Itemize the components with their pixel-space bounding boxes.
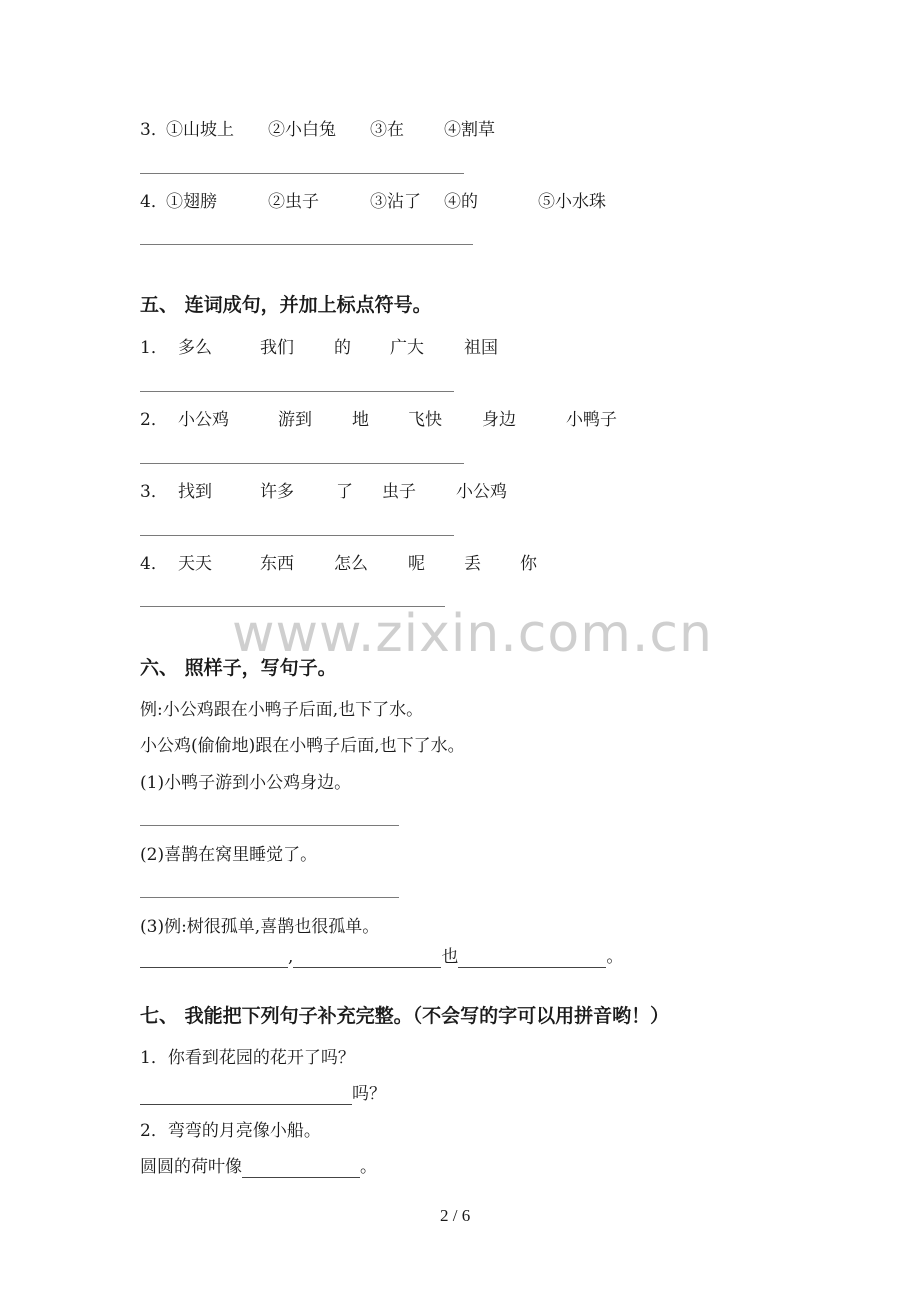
q3-item: ①山坡上 — [166, 120, 234, 140]
word-chip: 多么 — [178, 338, 212, 358]
question-number: 4． — [140, 554, 168, 574]
word-chip: 身边 — [482, 410, 516, 430]
answer-line[interactable] — [140, 173, 464, 174]
answer-line[interactable] — [140, 897, 399, 898]
section7-heading: 七、 我能把下列句子补充完整。（不会写的字可以用拼音哟！） — [140, 1005, 670, 1027]
fill-blank[interactable] — [140, 1086, 352, 1105]
s7-question-2: 2．弯弯的月亮像小船。 — [140, 1121, 321, 1141]
word-chip: 了 — [336, 482, 353, 502]
prefix-text: 圆圆的荷叶像 — [140, 1157, 242, 1177]
section6-heading: 六、 照样子，写句子。 — [140, 657, 337, 679]
q4-item: ③沾了 — [370, 192, 421, 212]
s5-question-2 — [140, 409, 617, 431]
suffix-text: 吗？ — [352, 1084, 386, 1104]
q3-item: ②小白兔 — [268, 120, 336, 140]
question-number: 1． — [140, 338, 168, 358]
answer-line[interactable] — [140, 244, 473, 245]
ye-text: 也 — [441, 947, 459, 967]
s7-q1-fill-row — [140, 1083, 386, 1105]
word-chip: 许多 — [260, 482, 294, 502]
q3-item: ④割草 — [444, 120, 495, 140]
q3-item: ③在 — [370, 120, 404, 140]
q4-reorder — [140, 191, 606, 213]
fill-blank[interactable] — [293, 949, 441, 968]
word-chip: 小鸭子 — [566, 410, 617, 430]
word-chip: 虫子 — [382, 482, 416, 502]
word-chip: 地 — [352, 410, 369, 430]
q4-item: ②虫子 — [268, 192, 319, 212]
q4-item: ⑤小水珠 — [538, 192, 606, 212]
comma-text: , — [288, 947, 294, 967]
word-chip: 找到 — [178, 482, 212, 502]
s6-question-2: (2)喜鹊在窝里睡觉了。 — [140, 845, 318, 865]
example-sentence: 例:小公鸡跟在小鸭子后面,也下了水。 — [140, 700, 424, 720]
word-chip: 呢 — [408, 554, 425, 574]
s6-q3-fill-row — [140, 946, 623, 968]
question-number: 3． — [140, 482, 168, 502]
word-chip: 我们 — [260, 338, 294, 358]
s5-question-1 — [140, 337, 498, 359]
section5-heading: 五、 连词成句，并加上标点符号。 — [140, 294, 432, 316]
word-chip: 东西 — [260, 554, 294, 574]
s6-question-1: (1)小鸭子游到小公鸡身边。 — [140, 773, 352, 793]
word-chip: 祖国 — [464, 338, 498, 358]
answer-line[interactable] — [140, 391, 454, 392]
watermark-text: www.zixin.com.cn — [232, 604, 713, 664]
word-chip: 游到 — [278, 410, 312, 430]
s6-question-3: (3)例:树很孤单,喜鹊也很孤单。 — [140, 917, 380, 937]
q4-item: ④的 — [444, 192, 478, 212]
period-text: 。 — [360, 1157, 377, 1177]
word-chip: 飞快 — [408, 410, 442, 430]
word-chip: 丢 — [464, 554, 481, 574]
answer-line[interactable] — [140, 535, 454, 536]
q3-reorder — [140, 119, 495, 141]
page-number: 2 / 6 — [440, 1206, 471, 1225]
fill-blank[interactable] — [458, 949, 606, 968]
q4-number: 4． — [140, 192, 168, 212]
fill-blank[interactable] — [140, 949, 288, 968]
period-text: 。 — [606, 947, 624, 967]
example-answer: 小公鸡(偷偷地)跟在小鸭子后面,也下了水。 — [140, 736, 465, 756]
s5-question-4 — [140, 553, 537, 575]
fill-blank[interactable] — [242, 1159, 360, 1178]
s7-question-1: 1．你看到花园的花开了吗？ — [140, 1048, 355, 1068]
word-chip: 小公鸡 — [456, 482, 507, 502]
word-chip: 怎么 — [334, 554, 368, 574]
word-chip: 广大 — [390, 338, 424, 358]
word-chip: 的 — [334, 338, 351, 358]
word-chip: 天天 — [178, 554, 212, 574]
q4-item: ①翅膀 — [166, 192, 217, 212]
word-chip: 你 — [520, 554, 537, 574]
answer-line[interactable] — [140, 463, 464, 464]
s7-q2-fill-row — [140, 1156, 377, 1178]
word-chip: 小公鸡 — [178, 410, 229, 430]
q3-number: 3． — [140, 120, 168, 140]
answer-line[interactable] — [140, 825, 399, 826]
s5-question-3 — [140, 481, 507, 503]
question-number: 2． — [140, 410, 168, 430]
